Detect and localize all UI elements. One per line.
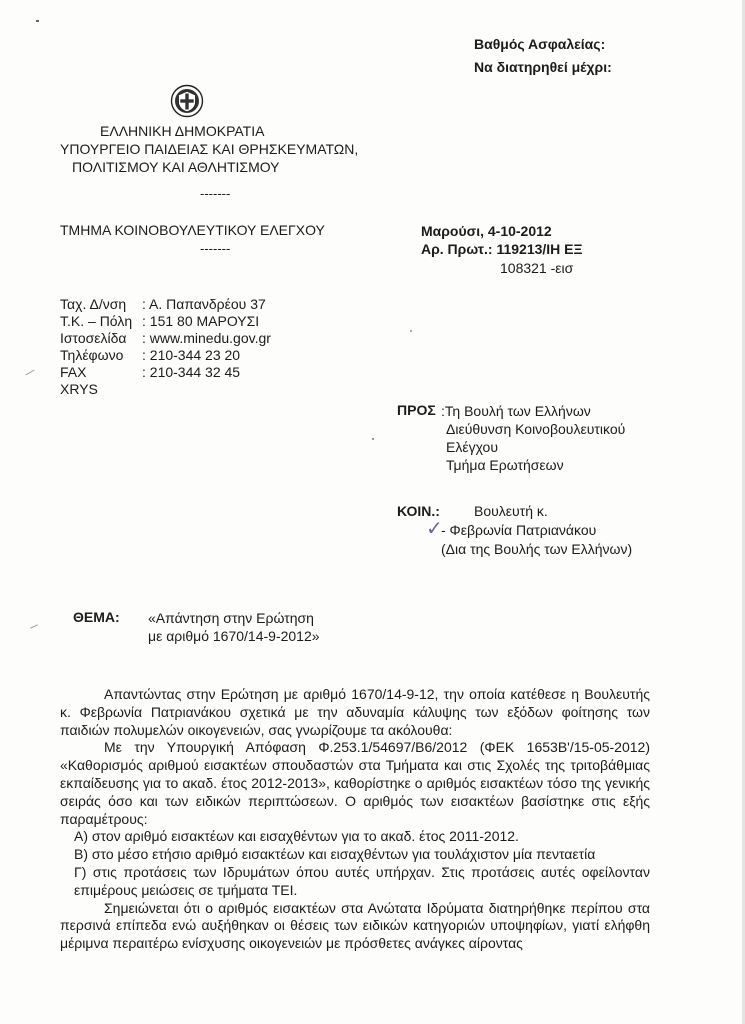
body-paragraph: Σημειώνεται ότι ο αριθμός εισακτέων στα Ανώτατα Ιδρύματα διατηρήθηκε περίπου στα περσινά επίπεδα ενώ αυξήθηκαν οι θέσεις των ειδικών κατηγοριών υποψηφίων, γιατί ελήφθη μέριμνα περαιτέρω ενίσχυσης οικογενειών με πρόσθετες ανάγκες αίροντας xyxy=(60,899,650,952)
cc-line: - Φεβρωνία Πατριανάκου xyxy=(441,522,597,538)
department-separator: ------- xyxy=(200,241,231,256)
subject-text xyxy=(148,609,320,645)
contact-row xyxy=(60,330,271,347)
list-item: Γ) στις προτάσεις των Ιδρυμάτων όπου αυτές υπήρχαν. Στις προτάσεις αυτές οφείλονταν επιμέρους μειώσεις σε τμήματα ΤΕΙ. xyxy=(74,863,650,898)
scan-speck xyxy=(372,438,374,440)
cc-line: Βουλευτή κ. xyxy=(474,503,548,519)
contact-row xyxy=(60,364,271,381)
contact-value: : Α. Παπανδρέου 37 xyxy=(142,296,266,312)
security-classification xyxy=(474,33,612,79)
contact-label: Ιστοσελίδα xyxy=(60,330,127,346)
protocol-number: Αρ. Πρωτ.: 119213/ΙΗ ΕΞ xyxy=(421,241,583,257)
contact-label: Τ.Κ. – Πόλη xyxy=(60,313,133,329)
recipient-line: :Τη Βουλή των Ελλήνων xyxy=(441,403,591,419)
scan-speck xyxy=(36,20,39,22)
contact-value xyxy=(142,381,271,398)
scan-mark xyxy=(30,624,38,628)
body-paragraph: Απαντώντας στην Ερώτηση με αριθμό 1670/14-9-12, την οποία κατέθεσε η Βουλευτής κ. Φεβρωνία Πατριανάκου σχετικά με την αδυναμία κάλυψης των εξόδων φοίτησης των παιδιών πολυμελών οικογενειών, σας γνωρίζουμε τα ακόλουθα: xyxy=(60,686,650,738)
department-name: ΤΜΗΜΑ ΚΟΙΝΟΒΟΥΛΕΥΤΙΚΟΥ ΕΛΕΓΧΟΥ xyxy=(60,222,325,238)
contact-label: FAX xyxy=(60,364,87,380)
scan-mark xyxy=(25,370,34,376)
ministry-header xyxy=(60,122,358,176)
contact-label: Τηλέφωνο xyxy=(60,347,124,363)
recipient-line: Ελέγχου xyxy=(446,439,498,455)
cc-line: (Δια της Βουλής των Ελλήνων) xyxy=(441,541,633,557)
contact-value: : www.minedu.gov.gr xyxy=(142,330,271,346)
contact-row xyxy=(60,381,271,398)
recipient-line: Διεύθυνση Κοινοβουλευτικού xyxy=(446,421,626,437)
contact-label: XRYS xyxy=(60,381,98,397)
list-item: Α) στον αριθμό εισακτέων και εισαχθέντων για το ακαδ. έτος 2011-2012. xyxy=(74,828,519,845)
security-level-label: Βαθμός Ασφαλείας: xyxy=(474,36,606,52)
ministry-name: ΥΠΟΥΡΓΕΙΟ ΠΑΙΔΕΙΑΣ ΚΑΙ ΘΡΗΣΚΕΥΜΑΤΩΝ, xyxy=(60,141,359,157)
contact-value: : 151 80 ΜΑΡΟΥΣΙ xyxy=(142,313,260,329)
cc-label: ΚΟΙΝ.: xyxy=(397,503,440,519)
contact-label: Ταχ. Δ/νση xyxy=(60,296,127,312)
recipient-line: Τμήμα Ερωτήσεων xyxy=(446,457,564,473)
letter-body xyxy=(60,686,650,953)
contact-row xyxy=(60,313,271,330)
contact-details xyxy=(60,296,271,398)
list-item: Β) στο μέσο ετήσιο αριθμό εισακτέων και εισαχθέντων για τουλάχιστον μία πενταετία xyxy=(74,846,596,863)
document-date: Μαρούσι, 4-10-2012 xyxy=(421,223,552,239)
recipient-label: ΠΡΟΣ xyxy=(397,402,436,418)
subject-label: ΘΕΜΑ: xyxy=(73,609,120,625)
date-protocol-block xyxy=(421,222,583,258)
greek-emblem-logo xyxy=(170,84,204,118)
contact-value: : 210-344 23 20 xyxy=(142,347,241,363)
scan-speck xyxy=(410,330,412,332)
contact-value: : 210-344 32 45 xyxy=(142,364,241,380)
retention-label: Να διατηρηθεί μέχρι: xyxy=(474,59,612,75)
body-paragraph: Με την Υπουργική Απόφαση Φ.253.1/54697/Β6/2012 (ΦΕΚ 1653Β'/15-05-2012) «Καθορισμός αριθμού εισακτέων σπουδαστών στα Τμήματα και στις Σχολές της τριτοβάθμιας εκπαίδευσης για το ακαδ. έτος 2012-2013», καθορίστηκε ο αριθμός εισακτέων τόσο της γενικής σειράς όσο και των ειδικών περιπτώσεων. Ο αριθμός των εισακτέων βασίστηκε στις εξής παραμέτρους: xyxy=(60,739,650,827)
recipient-address xyxy=(441,402,625,474)
country-name: ΕΛΛΗΝΙΚΗ ΔΗΜΟΚΡΑΤΙΑ xyxy=(100,123,265,139)
header-separator: ------- xyxy=(200,186,231,201)
subject-line: «Απάντηση στην Ερώτηση xyxy=(148,610,314,626)
contact-row xyxy=(60,296,271,313)
subject-line: με αριθμό 1670/14-9-2012» xyxy=(148,628,320,644)
ministry-name-cont: ΠΟΛΙΤΙΣΜΟΥ ΚΑΙ ΑΘΛΗΤΙΣΜΟΥ xyxy=(72,159,280,175)
contact-row xyxy=(60,347,271,364)
check-mark: ✓ xyxy=(426,518,443,540)
protocol-extra: 108321 -εισ xyxy=(500,260,574,276)
